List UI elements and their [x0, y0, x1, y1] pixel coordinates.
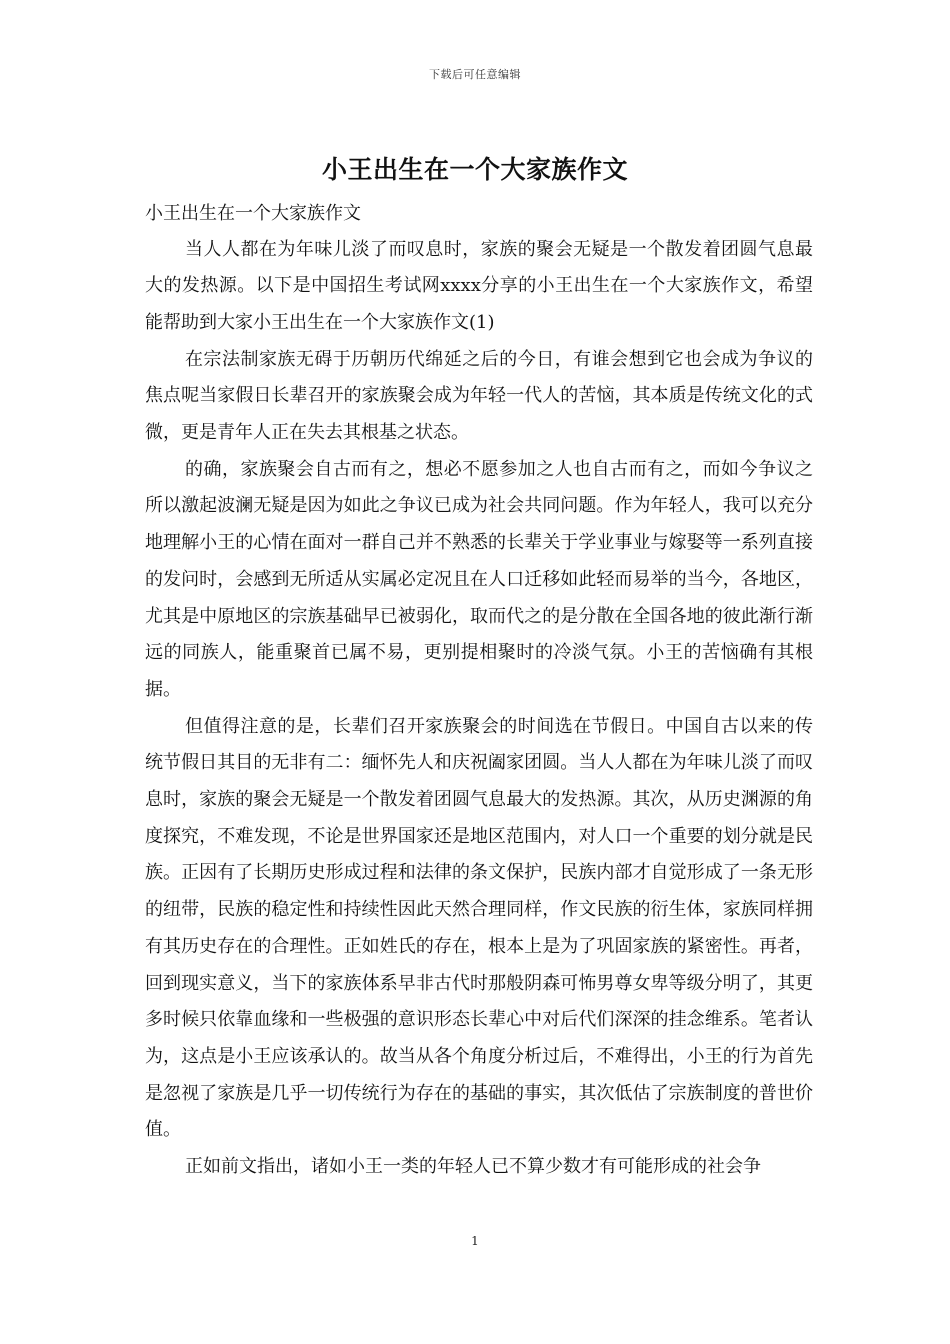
paragraph-2: 在宗法制家族无碍于历朝历代绵延之后的今日，有谁会想到它也会成为争议的焦点呢当家假日长辈召开的家族聚会成为年轻一代人的苦恼，其本质是传统文化的式微，更是青年人正在失去其根基之状态。 — [145, 348, 813, 444]
paragraph-3: 的确，家族聚会自古而有之，想必不愿参加之人也自古而有之，而如今争议之所以激起波澜无疑是因为如此之争议已成为社会共同问题。作为年轻人，我可以充分地理解小王的心情在面对一群自己并不熟悉的长辈关于学业事业与嫁娶等一系列直接的发问时，会感到无所适从实属必定况且在人口迁移如此轻而易举的当今，各地区，尤其是中原地区的宗族基础早已被弱化，取而代之的是分散在全国各地的彼此渐行渐远的同族人，能重聚首已属不易，更别提相聚时的冷淡气氛。小王的苦恼确有其根据。 — [145, 458, 813, 700]
page-number: 1 — [471, 1234, 479, 1248]
paragraph-4: 但值得注意的是，长辈们召开家族聚会的时间选在节假日。中国自古以来的传统节假日其目的无非有二：缅怀先人和庆祝阖家团圆。当人人都在为年味儿淡了而叹息时，家族的聚会无疑是一个散发着团圆气息最大的发热源。其次，从历史渊源的角度探究，不难发现，不论是世界国家还是地区范围内，对人口一个重要的划分就是民族。正因有了长期历史形成过程和法律的条文保护，民族内部才自觉形成了一条无形的纽带，民族的稳定性和持续性因此天然合理同样，作文民族的衍生体，家族同样拥有其历史存在的合理性。正如姓氏的存在，根本上是为了巩固家族的紧密性。再者，回到现实意义，当下的家族体系早非古代时那般阴森可怖男尊女卑等级分明了，其更多时候只依靠血缘和一些极强的意识形态长辈心中对后代们深深的挂念维系。笔者认为，这点是小王应该承认的。故当从各个角度分析过后，不难得出，小王的行为首先是忽视了家族是几乎一切传统行为存在的基础的事实，其次低估了宗族制度的普世价值。 — [145, 715, 813, 1141]
document-subtitle: 小王出生在一个大家族作文 — [145, 203, 361, 224]
document-title: 小王出生在一个大家族作文 — [321, 155, 628, 184]
paragraph-5: 正如前文指出，诸如小王一类的年轻人已不算少数才有可能形成的社会争 — [185, 1156, 761, 1178]
document-body — [145, 197, 813, 1186]
header-note: 下载后可任意编辑 — [429, 68, 521, 81]
paragraph-1: 当人人都在为年味儿淡了而叹息时，家族的聚会无疑是一个散发着团圆气息最大的发热源。以下是中国招生考试网xxxx分享的小王出生在一个大家族作文，希望能帮助到大家小王出生在一个大家族作文(1) — [145, 238, 813, 333]
